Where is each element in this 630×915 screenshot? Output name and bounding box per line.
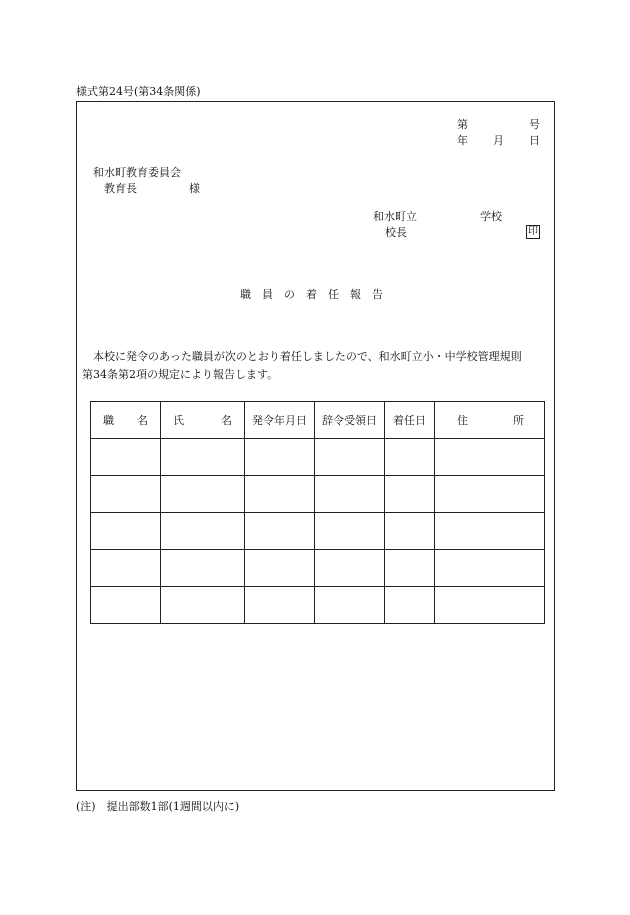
cell-appointment-date[interactable] (245, 439, 315, 476)
cell-receipt-date[interactable] (315, 476, 385, 513)
cell-receipt-date[interactable] (315, 587, 385, 624)
table-header-row (91, 402, 545, 439)
addressee-title: 教育長 (104, 182, 137, 195)
date-month: 月 (493, 134, 504, 147)
cell-name[interactable] (161, 439, 245, 476)
cell-name[interactable] (161, 550, 245, 587)
cell-name[interactable] (161, 513, 245, 550)
cell-position[interactable] (91, 476, 161, 513)
date-year: 年 (457, 134, 468, 147)
seal-stamp-box: 印 (528, 226, 538, 237)
cell-arrival-date[interactable] (385, 550, 435, 587)
cell-appointment-date[interactable] (245, 476, 315, 513)
form-label: 様式第24号(第34条関係) (76, 85, 201, 98)
cell-receipt-date[interactable] (315, 550, 385, 587)
cell-position[interactable] (91, 587, 161, 624)
sender-principal: 校長 (385, 226, 407, 239)
number-go: 号 (529, 118, 540, 131)
cell-address[interactable] (435, 476, 545, 513)
cell-arrival-date[interactable] (385, 513, 435, 550)
cell-address[interactable] (435, 550, 545, 587)
addressee-honorific: 様 (189, 182, 200, 195)
header-receipt-date: 辞令受領日 (315, 402, 385, 439)
table-row (91, 587, 545, 624)
cell-address[interactable] (435, 587, 545, 624)
number-dai: 第 (457, 118, 468, 131)
header-arrival-date: 着任日 (385, 402, 435, 439)
table-row (91, 513, 545, 550)
table-row (91, 550, 545, 587)
cell-name[interactable] (161, 587, 245, 624)
staff-table (90, 401, 545, 624)
cell-receipt-date[interactable] (315, 439, 385, 476)
cell-position[interactable] (91, 550, 161, 587)
cell-arrival-date[interactable] (385, 587, 435, 624)
cell-arrival-date[interactable] (385, 476, 435, 513)
addressee-org: 和水町教育委員会 (93, 166, 181, 179)
table-row (91, 439, 545, 476)
table-row (91, 476, 545, 513)
sender-town: 和水町立 (373, 210, 417, 223)
cell-arrival-date[interactable] (385, 439, 435, 476)
body-line-2: 第34条第2項の規定により報告します。 (82, 368, 279, 381)
footnote: (注) 提出部数1部(1週間以内に) (76, 800, 240, 813)
date-day: 日 (529, 134, 540, 147)
body-line-1: 本校に発令のあった職員が次のとおり着任しましたので、和水町立小・中学校管理規則 (93, 350, 522, 363)
cell-position[interactable] (91, 513, 161, 550)
cell-address[interactable] (435, 439, 545, 476)
header-appointment-date: 発令年月日 (245, 402, 315, 439)
cell-address[interactable] (435, 513, 545, 550)
header-address: 住 所 (435, 402, 545, 439)
body-paragraph (82, 348, 550, 384)
header-position: 職 名 (91, 402, 161, 439)
cell-position[interactable] (91, 439, 161, 476)
cell-appointment-date[interactable] (245, 513, 315, 550)
sender-school: 学校 (480, 210, 502, 223)
header-name: 氏 名 (161, 402, 245, 439)
cell-appointment-date[interactable] (245, 550, 315, 587)
cell-appointment-date[interactable] (245, 587, 315, 624)
cell-receipt-date[interactable] (315, 513, 385, 550)
document-title: 職員の着任報告 (240, 288, 394, 301)
cell-name[interactable] (161, 476, 245, 513)
